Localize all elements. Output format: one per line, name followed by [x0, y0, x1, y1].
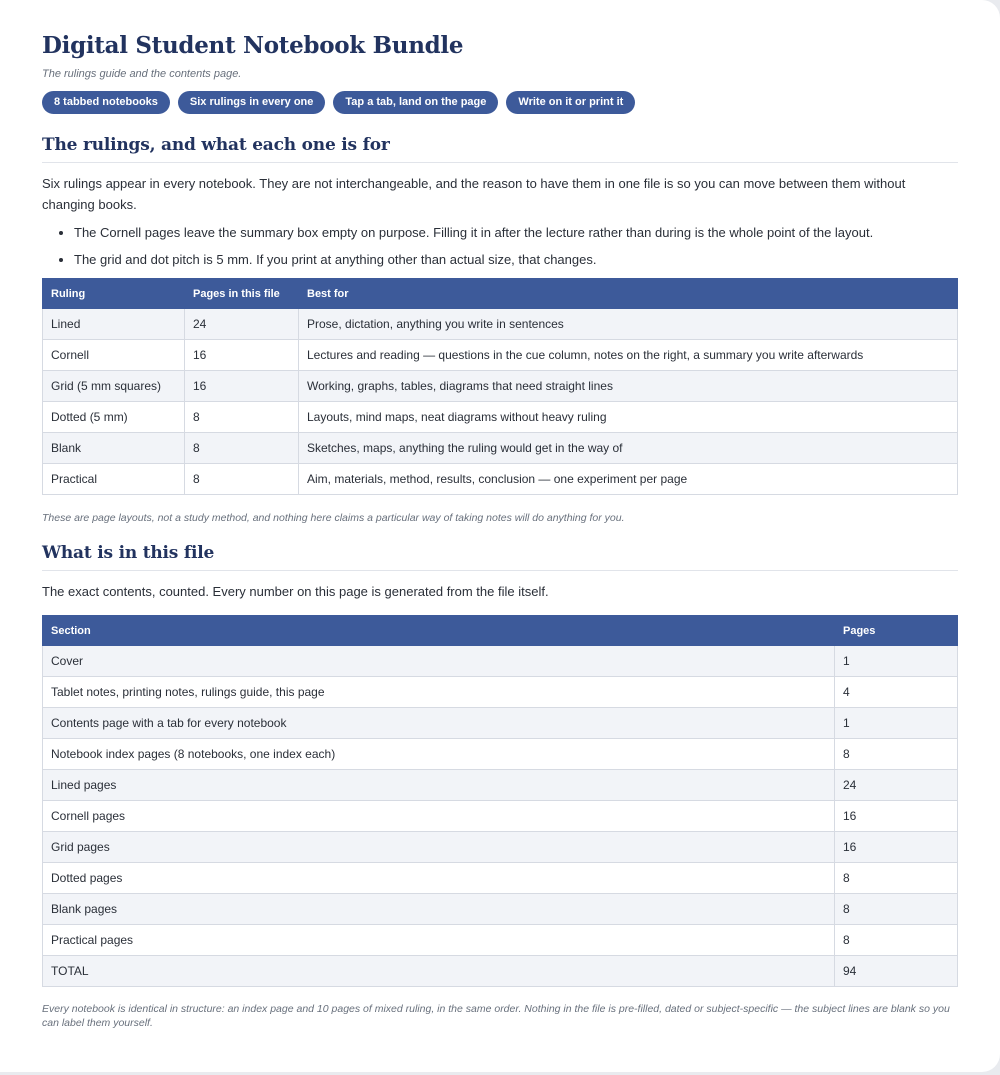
feature-pill: 8 tabbed notebooks	[42, 91, 170, 114]
table-row	[43, 340, 958, 371]
page-title: Digital Student Notebook Bundle	[42, 32, 464, 59]
table-cell: 16	[185, 371, 299, 402]
table-cell: Dotted pages	[43, 863, 835, 894]
table-cell: 16	[835, 801, 958, 832]
contents-intro: The exact contents, counted. Every number on this page is generated from the file itself.	[42, 584, 549, 599]
table-cell: TOTAL	[43, 956, 835, 987]
table-cell: 8	[835, 894, 958, 925]
table-cell: Lined pages	[43, 770, 835, 801]
table-cell: 8	[185, 402, 299, 433]
table-cell: 8	[185, 464, 299, 495]
table-row	[43, 464, 958, 495]
contents-note: Every notebook is identical in structure: an index page and 10 pages of mixed ruling, in the same order. Nothing in the file is pre-filled, dated or subject-specific — the subject lines are blank so you can label them yourself.	[42, 1003, 950, 1029]
table-cell: Lectures and reading — questions in the cue column, notes on the right, a summary you write afterwards	[299, 340, 958, 371]
table-cell: Notebook index pages (8 notebooks, one index each)	[43, 739, 835, 770]
rulings-intro: Six rulings appear in every notebook. They are not interchangeable, and the reason to have them in one file is so you can move between them without changing books.	[42, 176, 906, 212]
table-cell: Contents page with a tab for every notebook	[43, 708, 835, 739]
table-row	[43, 863, 958, 894]
table-cell: Layouts, mind maps, neat diagrams without heavy ruling	[299, 402, 958, 433]
table-row	[43, 402, 958, 433]
table-cell: 94	[835, 956, 958, 987]
column-header: Best for	[299, 279, 958, 309]
page-subtitle: The rulings guide and the contents page.	[42, 68, 242, 80]
bullet-item: • The grid and dot pitch is 5 mm. If you print at anything other than actual size, that changes.	[74, 250, 958, 269]
table-cell: 1	[835, 708, 958, 739]
table-cell: 8	[835, 925, 958, 956]
bullet-item: • The Cornell pages leave the summary box empty on purpose. Filling it in after the lecture rather than during is the whole point of the layout.	[74, 223, 958, 242]
table-cell: 16	[835, 832, 958, 863]
table-cell: 24	[185, 309, 299, 340]
column-header: Pages	[835, 616, 958, 646]
rulings-note: These are page layouts, not a study method, and nothing here claims a particular way of taking notes will do anything for you.	[42, 512, 625, 524]
table-cell: Practical pages	[43, 925, 835, 956]
table-header-row	[43, 279, 958, 309]
table-row	[43, 801, 958, 832]
table-row	[43, 646, 958, 677]
table-cell: Grid pages	[43, 832, 835, 863]
table-cell: Working, graphs, tables, diagrams that need straight lines	[299, 371, 958, 402]
contents-table	[42, 615, 958, 987]
table-cell: 8	[835, 739, 958, 770]
table-cell: 4	[835, 677, 958, 708]
table-row	[43, 832, 958, 863]
rulings-heading: The rulings, and what each one is for	[42, 134, 958, 163]
rulings-table	[42, 278, 958, 495]
table-cell: Grid (5 mm squares)	[43, 371, 185, 402]
table-row	[43, 770, 958, 801]
table-cell: 8	[185, 433, 299, 464]
table-cell: Lined	[43, 309, 185, 340]
table-row	[43, 739, 958, 770]
contents-heading: What is in this file	[42, 542, 958, 571]
feature-pill: Write on it or print it	[506, 91, 635, 114]
table-row	[43, 708, 958, 739]
rulings-bullets	[42, 223, 958, 269]
table-cell: Practical	[43, 464, 185, 495]
table-row	[43, 894, 958, 925]
table-cell: Dotted (5 mm)	[43, 402, 185, 433]
feature-pill: Tap a tab, land on the page	[333, 91, 498, 114]
table-cell: Aim, materials, method, results, conclusion — one experiment per page	[299, 464, 958, 495]
table-cell: 24	[835, 770, 958, 801]
table-cell: 8	[835, 863, 958, 894]
table-cell: Cornell pages	[43, 801, 835, 832]
table-row	[43, 925, 958, 956]
table-cell: Blank pages	[43, 894, 835, 925]
table-cell: Cover	[43, 646, 835, 677]
column-header: Pages in this file	[185, 279, 299, 309]
table-cell: Tablet notes, printing notes, rulings guide, this page	[43, 677, 835, 708]
table-cell: Cornell	[43, 340, 185, 371]
table-row	[43, 677, 958, 708]
column-header: Ruling	[43, 279, 185, 309]
table-cell: 1	[835, 646, 958, 677]
table-cell: Blank	[43, 433, 185, 464]
feature-pill: Six rulings in every one	[178, 91, 326, 114]
table-header-row	[43, 616, 958, 646]
table-row	[43, 433, 958, 464]
table-cell: 16	[185, 340, 299, 371]
feature-pills	[42, 91, 958, 114]
table-row	[43, 371, 958, 402]
table-cell: Sketches, maps, anything the ruling would get in the way of	[299, 433, 958, 464]
column-header: Section	[43, 616, 835, 646]
table-cell: Prose, dictation, anything you write in sentences	[299, 309, 958, 340]
table-row	[43, 309, 958, 340]
table-row-total	[43, 956, 958, 987]
